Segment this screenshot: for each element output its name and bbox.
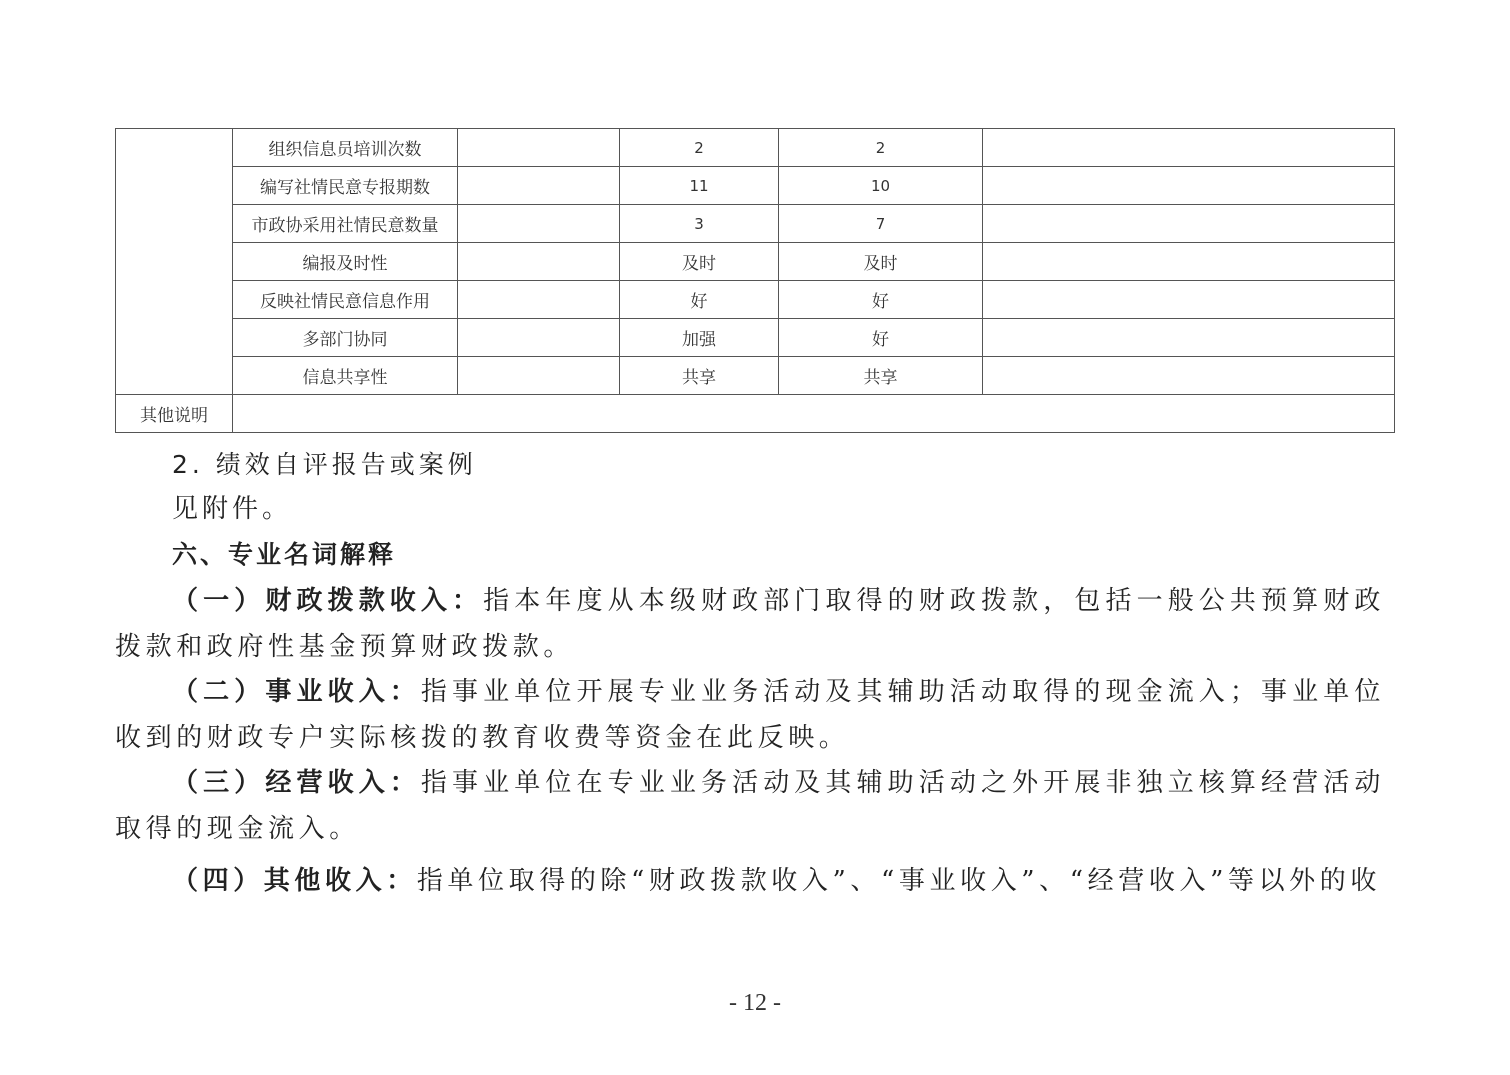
actual-value-cell: 7 [779,205,983,243]
actual-value-cell: 2 [779,129,983,167]
definition-paragraph [115,669,1385,761]
indicator-detail-cell [458,129,620,167]
definition-term: （三）经营收入： [172,768,421,798]
definition-text: 指本年度从本级财政部门取得的财政拨款，包括一般公共预算财政拨款和政府性基金预算财政拨款。 [115,586,1385,662]
target-value-cell: 及时 [620,243,779,281]
table-row [116,129,1395,167]
remark-cell [983,281,1395,319]
indicator-cell: 编报及时性 [233,243,458,281]
definition-paragraph [115,858,1385,904]
definition-text: 指单位取得的除“财政拨款收入”、“事业收入”、“经营收入”等以外的收 [416,866,1381,896]
table-row [116,319,1395,357]
indicator-detail-cell [458,319,620,357]
other-notes-label: 其他说明 [116,395,233,433]
definition-text: 指事业单位在专业业务活动及其辅助活动之外开展非独立核算经营活动取得的现金流入。 [115,768,1385,844]
indicator-cell: 信息共享性 [233,357,458,395]
definition-term: （四）其他收入： [172,866,417,896]
remark-cell [983,243,1395,281]
definition-term: （一）财政拨款收入： [172,586,484,616]
remark-cell [983,357,1395,395]
actual-value-cell: 好 [779,281,983,319]
definition-text: 指事业单位开展专业业务活动及其辅助活动取得的现金流入；事业单位收到的财政专户实际核拨的教育收费等资金在此反映。 [115,677,1385,753]
section-6-heading: 六、专业名词解释 [172,540,397,569]
target-value-cell: 3 [620,205,779,243]
performance-table [115,128,1395,433]
table-row [116,167,1395,205]
definition-paragraph [115,578,1385,670]
indicator-detail-cell [458,243,620,281]
table-row [116,357,1395,395]
definition-paragraph [115,760,1385,852]
section-2-body: 见附件。 [172,494,293,524]
target-value-cell: 2 [620,129,779,167]
indicator-detail-cell [458,167,620,205]
target-value-cell: 共享 [620,357,779,395]
remark-cell [983,167,1395,205]
category-cell [116,129,233,395]
target-value-cell: 好 [620,281,779,319]
page-number: - 12 - [729,990,781,1016]
table-row [116,281,1395,319]
indicator-cell: 市政协采用社情民意数量 [233,205,458,243]
indicator-cell: 多部门协同 [233,319,458,357]
target-value-cell: 11 [620,167,779,205]
indicator-cell: 组织信息员培训次数 [233,129,458,167]
definition-term: （二）事业收入： [172,677,421,707]
table-row-other [116,395,1395,433]
indicator-detail-cell [458,281,620,319]
indicator-cell: 编写社情民意专报期数 [233,167,458,205]
remark-cell [983,129,1395,167]
actual-value-cell: 好 [779,319,983,357]
table-row [116,205,1395,243]
remark-cell [983,205,1395,243]
indicator-cell: 反映社情民意信息作用 [233,281,458,319]
actual-value-cell: 共享 [779,357,983,395]
indicator-detail-cell [458,205,620,243]
actual-value-cell: 10 [779,167,983,205]
section-2-heading: 2. 绩效自评报告或案例 [172,450,477,479]
target-value-cell: 加强 [620,319,779,357]
actual-value-cell: 及时 [779,243,983,281]
table-row [116,243,1395,281]
other-notes-value [233,395,1395,433]
remark-cell [983,319,1395,357]
indicator-detail-cell [458,357,620,395]
